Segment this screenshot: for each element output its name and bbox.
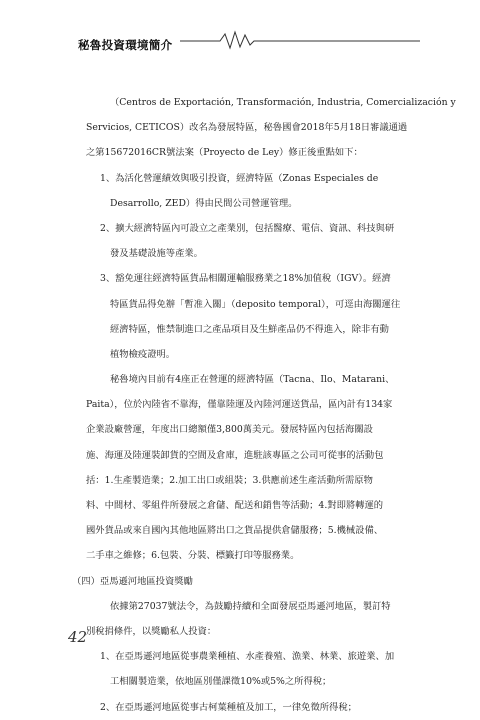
text-line: 二手車之維修；6.包裝、分裝、標籤打印等服務業。: [86, 550, 300, 562]
running-header-title: 秘魯投資環境簡介: [78, 38, 173, 52]
text-line: 工相關製造業，依地區別僅課徵10%或5%之所得稅；: [110, 676, 332, 688]
text-line: 經濟特區，惟禁制進口之產品項目及生鮮產品仍不得進入，除非有動: [110, 323, 389, 335]
text-line: （四）亞馬遜河地區投資獎勵: [72, 575, 193, 587]
text-line: 1、為活化營運績效與吸引投資，經濟特區（Zonas Especiales de: [100, 172, 379, 184]
text-line: Paita），位於內陸省不靠海，僅靠陸運及內陸河運送貨品，區內計有134家: [86, 399, 393, 411]
text-line: 特區貨品得免辦「暫准入關」（deposito temporal），可逕由海關運往: [110, 298, 401, 310]
text-line: 3、豁免運往經濟特區貨品相關運輸服務業之18%加值稅（IGV）。經濟: [100, 273, 391, 285]
text-line: 發及基礎設施等產業。: [110, 248, 203, 260]
text-line: 別稅捐條件，以獎勵私人投資：: [86, 625, 217, 637]
text-line: 企業設廠營運，年度出口總額僅3,800萬美元。發展特區內包括海關設: [86, 424, 373, 436]
text-line: 1、在亞馬遜河地區從事農業種植、水產養殖、漁業、林業、旅遊業、加: [100, 651, 395, 663]
text-line: Servicios, CETICOS）改名為發展特區，秘魯國會2018年5月18日審議通過: [86, 122, 408, 134]
text-line: 依據第27037號法令，為鼓勵持續和全面發展亞馬遜河地區，製訂特: [110, 600, 391, 612]
text-line: 料、中間材、零組件所發展之倉儲、配送和銷售等活動；4.對即將轉運的: [86, 500, 384, 511]
text-line: 國外貨品或來自國內其他地區將出口之貨品提供倉儲服務；5.機械設備、: [86, 525, 384, 537]
heartbeat-line-ornament: [180, 28, 420, 50]
page-header: [0, 0, 480, 62]
text-line: 括：1.生產製造業；2.加工出口或組裝；3.供應前述生產活動所需原物: [86, 474, 373, 486]
text-line: Desarrollo, ZED）得由民間公司營運管理。: [110, 197, 298, 209]
text-line: （Centros de Exportación, Transformación, Industria, Comercialización y: [110, 97, 456, 108]
text-line: 秘魯境內目前有4座正在營運的經濟特區（Tacna、Ilo、Matarani、: [110, 374, 395, 386]
text-line: 施、海運及陸運裝卸貨的空間及倉庫，進駐該專區之公司可從事的活動包: [86, 449, 384, 461]
text-line: 之第15672016CR號法案（Proyecto de Ley）修正後重點如下：: [86, 147, 363, 159]
page-number: 42: [68, 628, 88, 646]
text-line: 植物檢疫證明。: [110, 348, 176, 360]
text-line: 2、擴大經濟特區內可設立之產業別，包括醫療、電信、資訊、科技與研: [100, 222, 395, 234]
text-line: 2、在亞馬遜河地區從事古柯葉種植及加工，一律免徵所得稅；: [100, 701, 357, 713]
